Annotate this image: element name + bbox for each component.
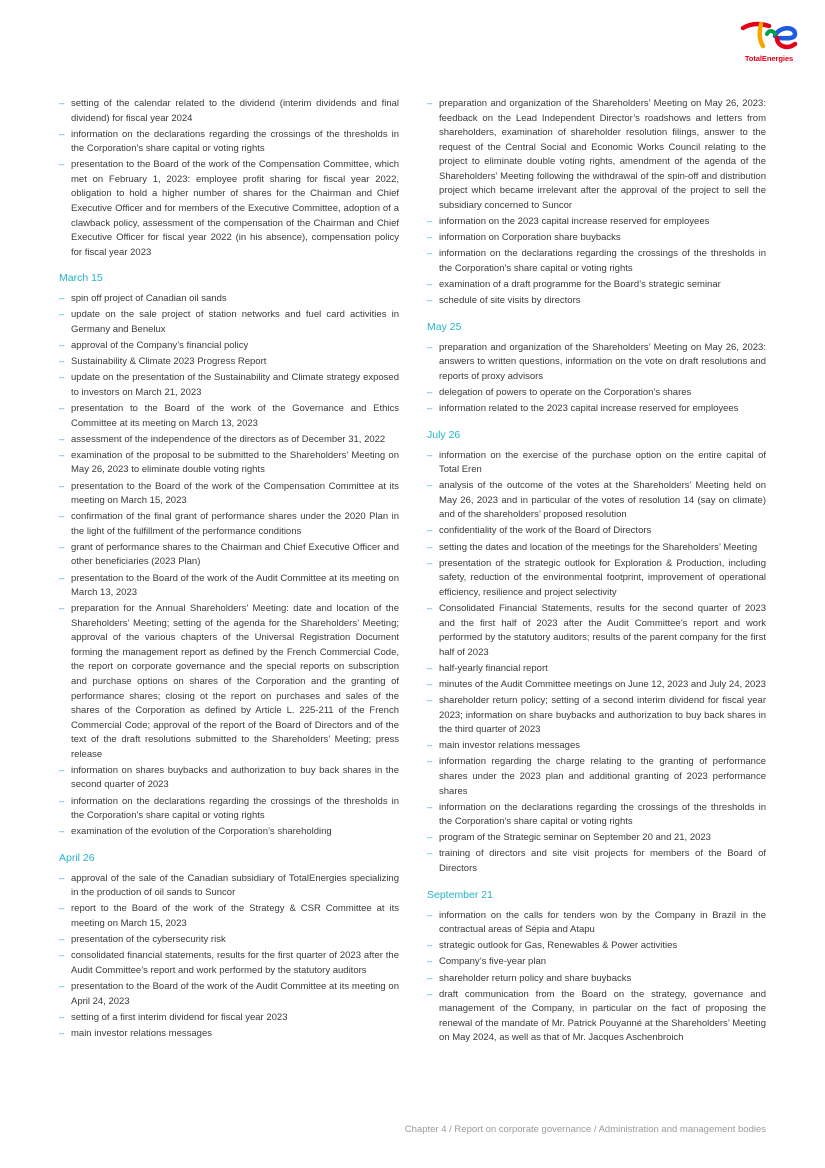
agenda-list bbox=[427, 97, 766, 309]
list-item: – information on the declarations regarding the crossings of the thresholds in the Corporation’s share capital or voting rights bbox=[59, 128, 399, 157]
list-item: – examination of the proposal to be submitted to the Shareholders’ Meeting on May 26, 2023 to eliminate double voting rights bbox=[59, 449, 399, 478]
list-item: – shareholder return policy; setting of a second interim dividend for fiscal year 2023; information on share buybacks and authorization to buy back shares in the third quarter of 2023 bbox=[427, 694, 766, 738]
totalenergies-logo-mark-icon bbox=[739, 20, 799, 52]
list-item: – information on the declarations regarding the crossings of the thresholds in the Corporation’s share capital or voting rights bbox=[59, 795, 399, 824]
list-item: – presentation to the Board of the work of the Compensation Committee at its meeting on March 15, 2023 bbox=[59, 480, 399, 509]
list-item: – information on the exercise of the purchase option on the entire capital of Total Eren bbox=[427, 449, 766, 478]
list-item: – examination of a draft programme for the Board’s strategic seminar bbox=[427, 278, 766, 293]
list-item: – presentation to the Board of the work of the Governance and Ethics Committee at its meeting on March 13, 2023 bbox=[59, 402, 399, 431]
agenda-list bbox=[427, 449, 766, 877]
list-item: – preparation and organization of the Shareholders’ Meeting on May 26, 2023: feedback on the Lead Independent Director’s roadshows and letters from shareholders, examination of shareholder resolution filings, answer to the request of the Central Social and Economic Works Council relating to the project to eliminate double voting rights, amendment of the agenda of the Shareholders’ Meeting following the withdrawal of the spin-off and distribution project which became irrelevant after the approval of the project to sell the subsidiary concerned to Suncor bbox=[427, 97, 766, 213]
list-item: – confidentiality of the work of the Board of Directors bbox=[427, 524, 766, 539]
agenda-list bbox=[59, 872, 399, 1042]
list-item: – Company’s five-year plan bbox=[427, 955, 766, 970]
list-item: – draft communication from the Board on the strategy, governance and management of the Company, in particular on the fact of proposing the renewal of the mandate of Mr. Patrick Pouyanné at the Shareholders’ Meeting on May 2024, as well as that of Mr. Jacques Aschenbroich bbox=[427, 988, 766, 1046]
date-heading: March 15 bbox=[59, 272, 103, 285]
list-item: – approval of the Company’s financial policy bbox=[59, 339, 399, 354]
list-item: – presentation of the cybersecurity risk bbox=[59, 933, 399, 948]
totalenergies-logo bbox=[733, 20, 805, 68]
list-item: – examination of the evolution of the Corporation’s shareholding bbox=[59, 825, 399, 840]
brand-name: TotalEnergies bbox=[744, 54, 794, 63]
list-item: – training of directors and site visit projects for members of the Board of Directors bbox=[427, 847, 766, 876]
list-item: – strategic outlook for Gas, Renewables & Power activities bbox=[427, 939, 766, 954]
list-item: – spin off project of Canadian oil sands bbox=[59, 292, 399, 307]
list-item: – program of the Strategic seminar on September 20 and 21, 2023 bbox=[427, 831, 766, 846]
list-item: – information regarding the charge relating to the granting of performance shares under the 2023 plan and additional granting of 2023 performance shares bbox=[427, 755, 766, 799]
right-column bbox=[427, 97, 766, 1047]
list-item: – approval of the sale of the Canadian subsidiary of TotalEnergies specializing in the production of oil sands to Suncor bbox=[59, 872, 399, 901]
list-item: – consolidated financial statements, results for the first quarter of 2023 after the Audit Committee’s report and work performed by the statutory auditors bbox=[59, 949, 399, 978]
list-item: – minutes of the Audit Committee meetings on June 12, 2023 and July 24, 2023 bbox=[427, 678, 766, 693]
list-item: – delegation of powers to operate on the Corporation’s shares bbox=[427, 386, 766, 401]
list-item: – information on the calls for tenders won by the Company in Brazil in the contractual areas of Sépia and Atapu bbox=[427, 909, 766, 938]
page-footer: Chapter 4 / Report on corporate governance / Administration and management bodies bbox=[404, 1124, 766, 1135]
list-item: – schedule of site visits by directors bbox=[427, 294, 766, 309]
list-item: – information on the 2023 capital increase reserved for employees bbox=[427, 215, 766, 230]
list-item: – main investor relations messages bbox=[427, 739, 766, 754]
date-heading: May 25 bbox=[427, 320, 462, 333]
list-item: – setting of the calendar related to the dividend (interim dividends and final dividend) for fiscal year 2024 bbox=[59, 97, 399, 126]
list-item: – presentation of the strategic outlook for Exploration & Production, including safety, reduction of the environmental footprint, improvement of operational efficiency, resilience and project selectivity bbox=[427, 557, 766, 601]
list-item: – report to the Board of the work of the Strategy & CSR Committee at its meeting on March 15, 2023 bbox=[59, 902, 399, 931]
list-item: – information on the declarations regarding the crossings of the thresholds in the Corporation’s share capital or voting rights bbox=[427, 801, 766, 830]
date-heading: July 26 bbox=[427, 428, 461, 441]
agenda-list bbox=[427, 909, 766, 1046]
list-item: – preparation and organization of the Shareholders’ Meeting on May 26, 2023: answers to written questions, information on the vote on draft resolutions and reports of proxy advisors bbox=[427, 341, 766, 385]
list-item: – setting of a first interim dividend for fiscal year 2023 bbox=[59, 1011, 399, 1026]
list-item: – presentation to the Board of the work of the Audit Committee at its meeting on March 13, 2023 bbox=[59, 572, 399, 601]
list-item: – information related to the 2023 capital increase reserved for employees bbox=[427, 402, 766, 417]
list-item: – preparation for the Annual Shareholders’ Meeting: date and location of the Shareholders’ Meeting; setting of the agenda for the Shareholders’ Meeting; approval of the various chapters of the Universal Registration Document forming the management report as defined by the French Commercial Code, the report on corporate governance and the special reports on subscription and purchase options on shares of the Corporation and the granting of performance shares; closing ot the report on purchases and sales of the shares of the Corporation as defined by Article L. 225-211 of the French Commercial Code; approval of the report of the Board of Directors and of the text of the draft resolutions submitted to the Shareholders’ Meeting; press release bbox=[59, 602, 399, 762]
list-item: – Sustainability & Climate 2023 Progress Report bbox=[59, 355, 399, 370]
list-item: – assessment of the independence of the directors as of December 31, 2022 bbox=[59, 433, 399, 448]
agenda-list bbox=[59, 97, 399, 260]
list-item: – update on the sale project of station networks and fuel card activities in Germany and Benelux bbox=[59, 308, 399, 337]
list-item: – confirmation of the final grant of performance shares under the 2020 Plan in the light of the fulfillment of the performance conditions bbox=[59, 510, 399, 539]
list-item: – update on the presentation of the Sustainability and Climate strategy exposed to investors on March 21, 2023 bbox=[59, 371, 399, 400]
agenda-list bbox=[59, 292, 399, 840]
list-item: – Consolidated Financial Statements, results for the second quarter of 2023 and the first half of 2023 after the Audit Committee’s report and work performed by the statutory auditors; results of the parent company for the first half of 2023 bbox=[427, 602, 766, 660]
left-column bbox=[59, 97, 399, 1043]
list-item: – half-yearly financial report bbox=[427, 662, 766, 677]
list-item: – presentation to the Board of the work of the Audit Committee at its meeting on April 24, 2023 bbox=[59, 980, 399, 1009]
list-item: – setting the dates and location of the meetings for the Shareholders’ Meeting bbox=[427, 541, 766, 556]
list-item: – information on Corporation share buybacks bbox=[427, 231, 766, 246]
list-item: – presentation to the Board of the work of the Compensation Committee, which met on February 1, 2023: employee profit sharing for fiscal year 2022, obligation to hold a higher number of shares for the Chairman and Chief Executive Officer and for members of the Executive Committee, adoption of a clawback policy, assessment of the compensation of the Chairman and Chief Executive Officer for fiscal year 2022 (in his absence), compensation policy for fiscal year 2023 bbox=[59, 158, 399, 260]
list-item: – grant of performance shares to the Chairman and Chief Executive Officer and other beneficiaries (2023 Plan) bbox=[59, 541, 399, 570]
agenda-list bbox=[427, 341, 766, 417]
list-item: – information on the declarations regarding the crossings of the thresholds in the Corporation’s share capital or voting rights bbox=[427, 247, 766, 276]
date-heading: September 21 bbox=[427, 888, 493, 901]
list-item: – main investor relations messages bbox=[59, 1027, 399, 1042]
list-item: – shareholder return policy and share buybacks bbox=[427, 972, 766, 987]
date-heading: April 26 bbox=[59, 851, 95, 864]
list-item: – analysis of the outcome of the votes at the Shareholders’ Meeting held on May 26, 2023 and in particular of the votes of resolution 14 (say on climate) and of the shareholders’ proposed resolution bbox=[427, 479, 766, 523]
list-item: – information on shares buybacks and authorization to buy back shares in the second quarter of 2023 bbox=[59, 764, 399, 793]
